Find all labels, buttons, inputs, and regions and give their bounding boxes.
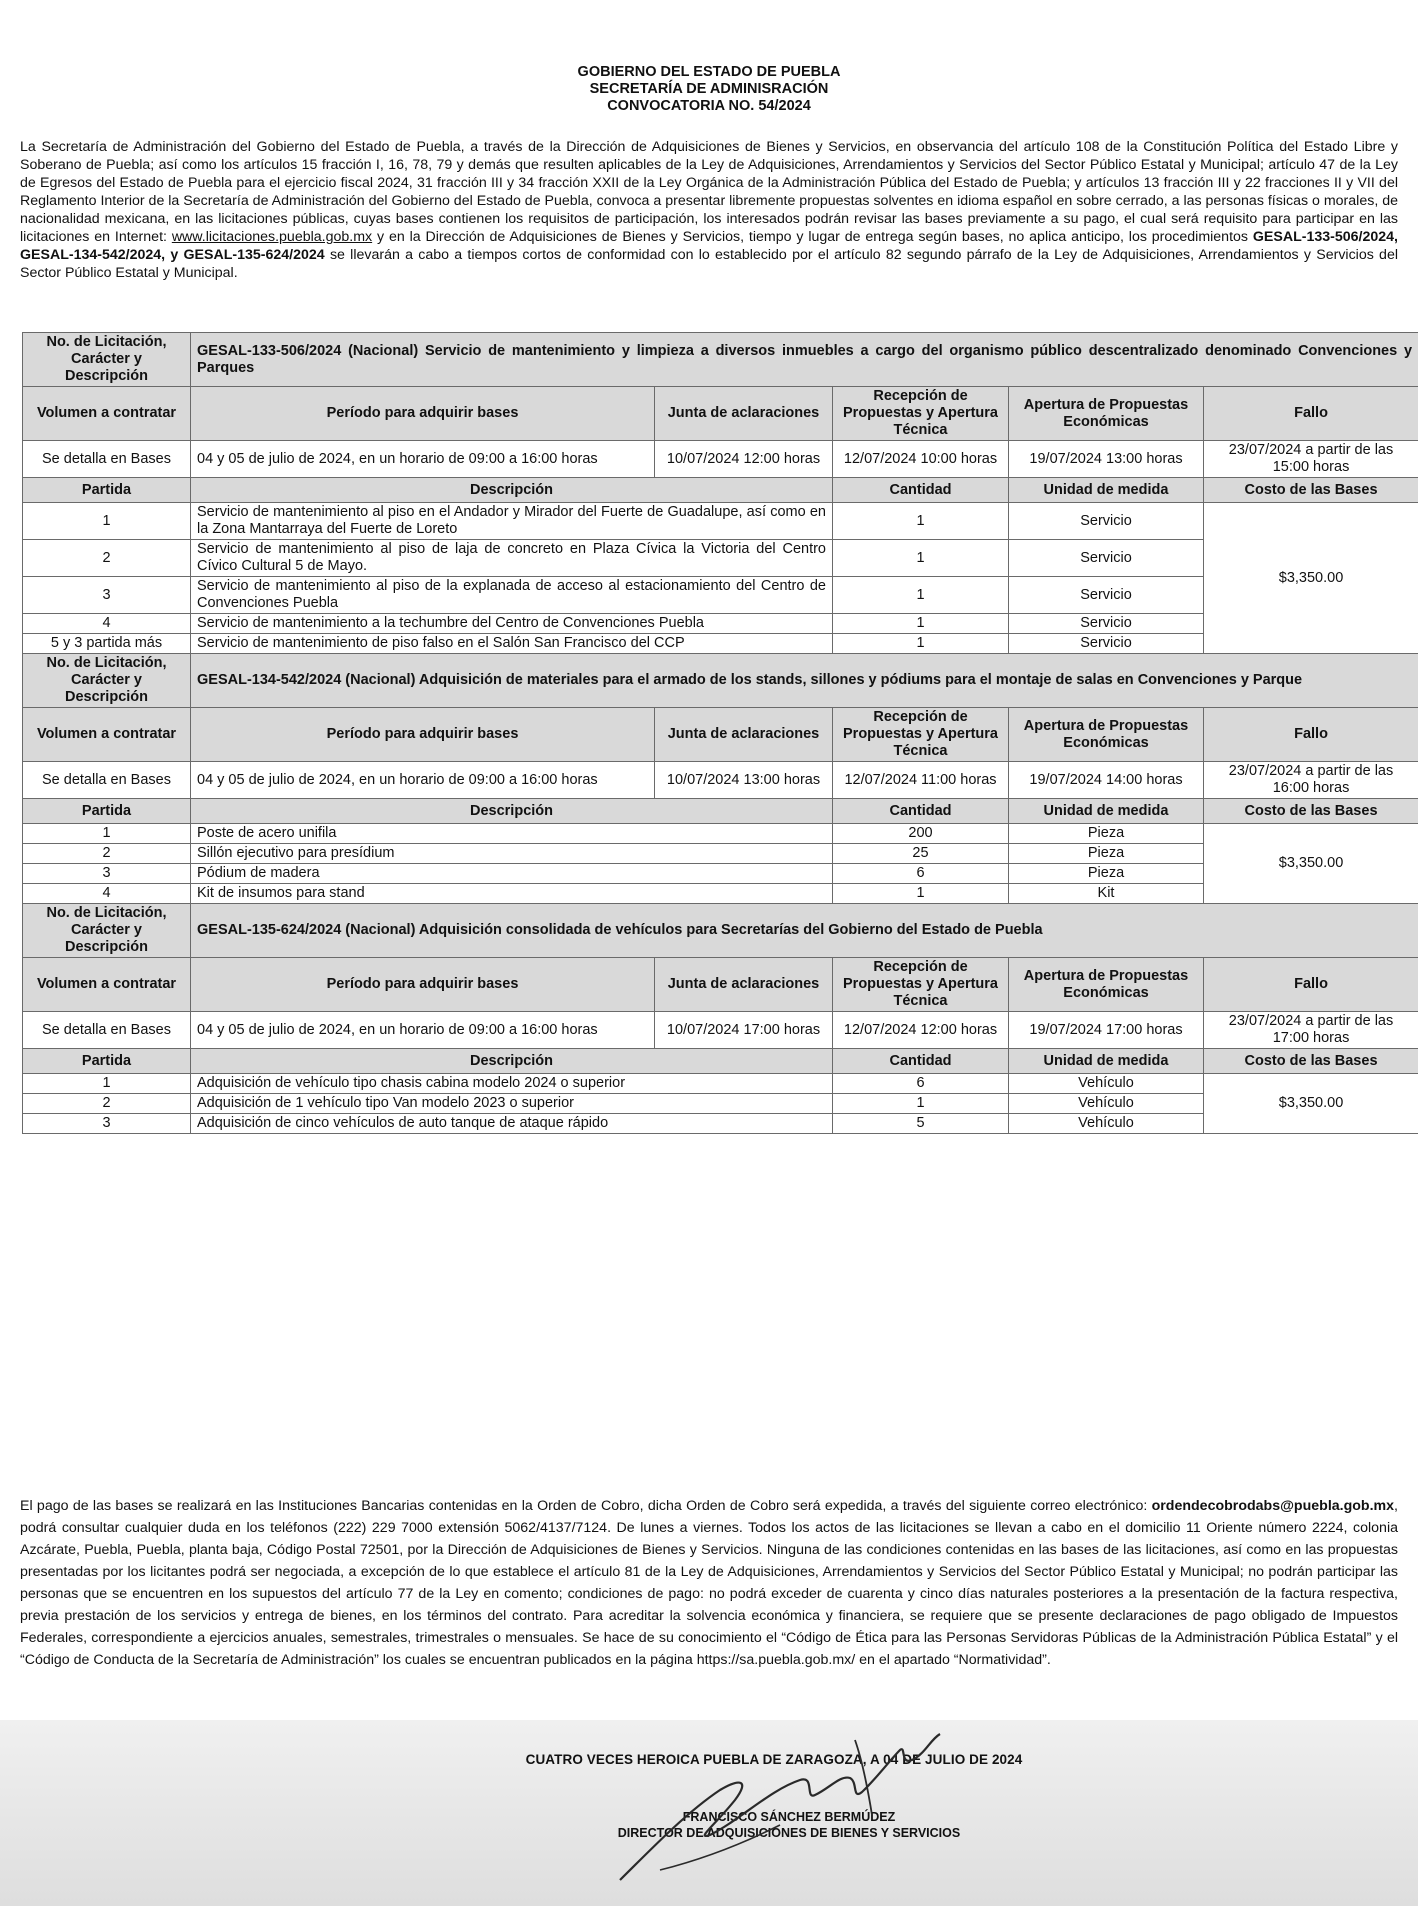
footer-text-2: , podrá consultar cualquier duda en los teléfonos (222) 229 7000 extensión 5062/4137/7124. De lunes a viernes. Todos los actos de las licitaciones se llevan a cabo en el domicilio 11 Oriente número 2224, colonia Azcárate, Puebla, Puebla, planta baja, Código Postal 72501, por la Dirección de Adquisiciones de Bienes y Servicios. Ninguna de las condiciones contenidas en las bases de las licitaciones, así como en las propuestas presentadas por los licitantes podrá ser negociada, a excepción de lo que establece el artículo 81 de la Ley de Adquisiciones, Arrendamientos y Servicios del Sector Público Estatal y Municipal; no podrán participar las personas que se encuentren en los supuestos del artículo 77 de la Ley en comento; condiciones de pago: no podrá exceder de cuarenta y cinco días naturales posteriores a la presentación de la factura respectiva, previa prestación de los servicios y entrega de bienes, en los términos del contrato. Para acreditar la solvencia económica y financiera, se requiere que se presente declaraciones de pago obligado de Impuestos Federales, correspondiente a ejercicios anuales, semestrales, trimestrales o mensuales. Se hace de su conocimiento el “Código de Ética para las Personas Servidoras Públicas de la Administración Pública Estatal” y el “Código de Conducta de la Secretaría de Administración” los cuales se encuentran publicados en la página https://sa.puebla.gob.mx/ en el apartado “Normatividad”. bbox=[20, 1498, 1398, 1668]
periodo-label: Período para adquirir bases bbox=[191, 958, 655, 1012]
partida-unit: Servicio bbox=[1009, 503, 1204, 540]
partida-number: 5 y 3 partida más bbox=[23, 634, 191, 654]
fallo-label: Fallo bbox=[1204, 387, 1418, 441]
partida-description: Servicio de mantenimiento de piso falso en el Salón San Francisco del CCP bbox=[191, 634, 833, 654]
partida-description: Kit de insumos para stand bbox=[191, 884, 833, 904]
volumen-value: Se detalla en Bases bbox=[23, 1012, 191, 1049]
licitacion-title-row bbox=[23, 333, 1418, 387]
signature-city-date: CUATRO VECES HEROICA PUEBLA DE ZARAGOZA, A 04 DE JULIO DE 2024 bbox=[525, 1752, 1023, 1767]
descripcion-label: Descripción bbox=[191, 799, 833, 824]
bases-cost: $3,350.00 bbox=[1204, 1074, 1418, 1134]
intro-text-3: se llevarán a cabo a tiempos cortos de conformidad con lo establecido por el artículo 82 segundo párrafo de la Ley de Adquisiciones, Arrendamientos y Servicios del Sector Público Estatal y Municipal. bbox=[20, 247, 1398, 281]
partida-number: 2 bbox=[23, 540, 191, 577]
periodo-value: 04 y 05 de julio de 2024, en un horario de 09:00 a 16:00 horas bbox=[191, 441, 655, 478]
junta-value: 10/07/2024 12:00 horas bbox=[655, 441, 833, 478]
intro-paragraph bbox=[20, 138, 1398, 282]
partida-description: Servicio de mantenimiento a la techumbre del Centro de Convenciones Puebla bbox=[191, 614, 833, 634]
costo-label: Costo de las Bases bbox=[1204, 478, 1418, 503]
partida-label: Partida bbox=[23, 1049, 191, 1074]
volumen-label: Volumen a contratar bbox=[23, 387, 191, 441]
licitacion-title-row bbox=[23, 654, 1418, 708]
recepcion-label: Recepción de Propuestas y Apertura Técnica bbox=[833, 958, 1009, 1012]
schedule-row bbox=[23, 1012, 1418, 1049]
no-licitacion-label: No. de Licitación, Carácter y Descripción bbox=[23, 333, 191, 387]
partida-quantity: 1 bbox=[833, 540, 1009, 577]
header-secretariat: SECRETARÍA DE ADMINISRACIÓN bbox=[589, 81, 829, 97]
bases-cost: $3,350.00 bbox=[1204, 824, 1418, 904]
partida-description: Adquisición de vehículo tipo chasis cabina modelo 2024 o superior bbox=[191, 1074, 833, 1094]
partida-description: Poste de acero unifila bbox=[191, 824, 833, 844]
junta-label: Junta de aclaraciones bbox=[655, 708, 833, 762]
partida-description: Servicio de mantenimiento al piso en el Andador y Mirador del Fuerte de Guadalupe, así como en la Zona Mantarraya del Fuerte de Loreto bbox=[191, 503, 833, 540]
partida-quantity: 1 bbox=[833, 614, 1009, 634]
partida-unit: Servicio bbox=[1009, 577, 1204, 614]
partida-unit: Vehículo bbox=[1009, 1114, 1204, 1134]
intro-text-2: y en la Dirección de Adquisiciones de Bienes y Servicios, tiempo y lugar de entrega según bases, no aplica anticipo, los procedimientos bbox=[372, 229, 1253, 245]
partida-quantity: 1 bbox=[833, 577, 1009, 614]
volumen-label: Volumen a contratar bbox=[23, 708, 191, 762]
costo-label: Costo de las Bases bbox=[1204, 1049, 1418, 1074]
junta-label: Junta de aclaraciones bbox=[655, 958, 833, 1012]
recepcion-value: 12/07/2024 11:00 horas bbox=[833, 762, 1009, 799]
licitaciones-link[interactable]: www.licitaciones.puebla.gob.mx bbox=[171, 229, 373, 245]
partida-quantity: 1 bbox=[833, 884, 1009, 904]
schedule-row bbox=[23, 441, 1418, 478]
costo-label: Costo de las Bases bbox=[1204, 799, 1418, 824]
partida-number: 4 bbox=[23, 614, 191, 634]
partida-quantity: 6 bbox=[833, 864, 1009, 884]
partida-quantity: 1 bbox=[833, 503, 1009, 540]
partida-row bbox=[23, 503, 1418, 540]
footer-text-1: El pago de las bases se realizará en las Instituciones Bancarias contenidas en la Orden de Cobro, dicha Orden de Cobro será expedida, a través del siguiente correo electrónico: bbox=[20, 1498, 1152, 1514]
partida-unit: Pieza bbox=[1009, 824, 1204, 844]
partidas-header-row bbox=[23, 478, 1418, 503]
partida-description: Adquisición de 1 vehículo tipo Van modelo 2023 o superior bbox=[191, 1094, 833, 1114]
junta-label: Junta de aclaraciones bbox=[655, 387, 833, 441]
fallo-label: Fallo bbox=[1204, 708, 1418, 762]
partida-unit: Servicio bbox=[1009, 614, 1204, 634]
partida-unit: Pieza bbox=[1009, 864, 1204, 884]
partida-quantity: 25 bbox=[833, 844, 1009, 864]
partida-description: Servicio de mantenimiento al piso de laja de concreto en Plaza Cívica la Victoria del Centro Cívico Cultural 5 de Mayo. bbox=[191, 540, 833, 577]
intro-text-1: La Secretaría de Administración del Gobierno del Estado de Puebla, a través de la Dirección de Adquisiciones de Bienes y Servicios, en observancia del artículo 108 de la Constitución Política del Estado Libre y Soberano de Puebla; así como los artículos 15 fracción I, 16, 78, 79 y demás que resulten aplicables de la Ley de Adquisiciones, Arrendamientos y Servicios del Sector Público Estatal y Municipal; artículo 47 de la Ley de Egresos del Estado de Puebla para el ejercicio fiscal 2024, 31 fracción III y 34 fracción XXII de la Ley Orgánica de la Administración Pública del Estado de Puebla; y artículos 13 fracción III y 22 fracciones II y VII del Reglamento Interior de la Secretaría de Administración del Gobierno del Estado de Puebla, convoca a presentar libremente propuestas solventes en idioma español en sobre cerrado, a las personas físicas o morales, de nacionalidad mexicana, en las licitaciones públicas, cuyas bases contienen los requisitos de participación, los interesados podrán revisar las bases previamente a su pago, el cual será requisito para participar en las licitaciones en Internet: bbox=[20, 139, 1398, 245]
partida-number: 1 bbox=[23, 1074, 191, 1094]
recepcion-label: Recepción de Propuestas y Apertura Técnica bbox=[833, 708, 1009, 762]
partida-unit: Kit bbox=[1009, 884, 1204, 904]
partida-number: 4 bbox=[23, 884, 191, 904]
volumen-value: Se detalla en Bases bbox=[23, 762, 191, 799]
volumen-label: Volumen a contratar bbox=[23, 958, 191, 1012]
partida-label: Partida bbox=[23, 799, 191, 824]
partida-description: Sillón ejecutivo para presídium bbox=[191, 844, 833, 864]
partida-quantity: 1 bbox=[833, 634, 1009, 654]
apertura-value: 19/07/2024 14:00 horas bbox=[1009, 762, 1204, 799]
licitaciones-table bbox=[22, 332, 1418, 1134]
fallo-value: 23/07/2024 a partir de las 17:00 horas bbox=[1204, 1012, 1418, 1049]
signer-name: FRANCISCO SÁNCHEZ BERMÚDEZ bbox=[682, 1810, 896, 1824]
cantidad-label: Cantidad bbox=[833, 1049, 1009, 1074]
licitacion-title: GESAL-133-506/2024 (Nacional) Servicio de mantenimiento y limpieza a diversos inmuebles a cargo del organismo público descentralizado denominado Convenciones y Parques bbox=[191, 333, 1418, 387]
partida-unit: Vehículo bbox=[1009, 1074, 1204, 1094]
schedule-row bbox=[23, 762, 1418, 799]
volumen-value: Se detalla en Bases bbox=[23, 441, 191, 478]
cantidad-label: Cantidad bbox=[833, 799, 1009, 824]
cantidad-label: Cantidad bbox=[833, 478, 1009, 503]
partida-quantity: 1 bbox=[833, 1094, 1009, 1114]
junta-value: 10/07/2024 13:00 horas bbox=[655, 762, 833, 799]
unidad-label: Unidad de medida bbox=[1009, 1049, 1204, 1074]
document-header bbox=[0, 64, 1418, 115]
apertura-label: Apertura de Propuestas Económicas bbox=[1009, 387, 1204, 441]
no-licitacion-label: No. de Licitación, Carácter y Descripción bbox=[23, 904, 191, 958]
bases-cost: $3,350.00 bbox=[1204, 503, 1418, 654]
descripcion-label: Descripción bbox=[191, 1049, 833, 1074]
partida-number: 3 bbox=[23, 577, 191, 614]
periodo-value: 04 y 05 de julio de 2024, en un horario de 09:00 a 16:00 horas bbox=[191, 762, 655, 799]
footer-paragraph bbox=[20, 1495, 1398, 1671]
recepcion-value: 12/07/2024 10:00 horas bbox=[833, 441, 1009, 478]
partida-unit: Servicio bbox=[1009, 634, 1204, 654]
partida-number: 1 bbox=[23, 824, 191, 844]
partida-row bbox=[23, 1074, 1418, 1094]
unidad-label: Unidad de medida bbox=[1009, 478, 1204, 503]
partida-quantity: 5 bbox=[833, 1114, 1009, 1134]
recepcion-value: 12/07/2024 12:00 horas bbox=[833, 1012, 1009, 1049]
partidas-header-row bbox=[23, 1049, 1418, 1074]
fallo-label: Fallo bbox=[1204, 958, 1418, 1012]
partida-quantity: 6 bbox=[833, 1074, 1009, 1094]
partidas-header-row bbox=[23, 799, 1418, 824]
partida-description: Adquisición de cinco vehículos de auto tanque de ataque rápido bbox=[191, 1114, 833, 1134]
partida-description: Servicio de mantenimiento al piso de la explanada de acceso al estacionamiento del Centro de Convenciones Puebla bbox=[191, 577, 833, 614]
schedule-header-row bbox=[23, 708, 1418, 762]
intro-codes: GESAL-133-506/2024, GESAL-134-542/2024, y GESAL-135-624/2024 bbox=[20, 229, 1398, 263]
apertura-value: 19/07/2024 13:00 horas bbox=[1009, 441, 1204, 478]
fallo-value: 23/07/2024 a partir de las 16:00 horas bbox=[1204, 762, 1418, 799]
handwritten-signature bbox=[600, 1720, 960, 1890]
licitacion-title: GESAL-135-624/2024 (Nacional) Adquisición consolidada de vehículos para Secretarías del Gobierno del Estado de Puebla bbox=[191, 904, 1418, 958]
licitacion-title: GESAL-134-542/2024 (Nacional) Adquisición de materiales para el armado de los stands, sillones y pódiums para el montaje de salas en Convenciones y Parque bbox=[191, 654, 1418, 708]
unidad-label: Unidad de medida bbox=[1009, 799, 1204, 824]
partida-number: 3 bbox=[23, 1114, 191, 1134]
schedule-header-row bbox=[23, 387, 1418, 441]
header-convocatoria: CONVOCATORIA NO. 54/2024 bbox=[607, 98, 811, 114]
payment-email[interactable]: ordendecobrodabs@puebla.gob.mx bbox=[1151, 1498, 1395, 1514]
partida-number: 1 bbox=[23, 503, 191, 540]
partida-label: Partida bbox=[23, 478, 191, 503]
periodo-value: 04 y 05 de julio de 2024, en un horario de 09:00 a 16:00 horas bbox=[191, 1012, 655, 1049]
fallo-value: 23/07/2024 a partir de las 15:00 horas bbox=[1204, 441, 1418, 478]
licitacion-title-row bbox=[23, 904, 1418, 958]
partida-row bbox=[23, 824, 1418, 844]
partida-number: 3 bbox=[23, 864, 191, 884]
partida-number: 2 bbox=[23, 844, 191, 864]
no-licitacion-label: No. de Licitación, Carácter y Descripción bbox=[23, 654, 191, 708]
apertura-value: 19/07/2024 17:00 horas bbox=[1009, 1012, 1204, 1049]
partida-number: 2 bbox=[23, 1094, 191, 1114]
junta-value: 10/07/2024 17:00 horas bbox=[655, 1012, 833, 1049]
periodo-label: Período para adquirir bases bbox=[191, 387, 655, 441]
partida-unit: Servicio bbox=[1009, 540, 1204, 577]
partida-unit: Vehículo bbox=[1009, 1094, 1204, 1114]
periodo-label: Período para adquirir bases bbox=[191, 708, 655, 762]
schedule-header-row bbox=[23, 958, 1418, 1012]
header-government: GOBIERNO DEL ESTADO DE PUEBLA bbox=[577, 64, 841, 80]
apertura-label: Apertura de Propuestas Económicas bbox=[1009, 708, 1204, 762]
descripcion-label: Descripción bbox=[191, 478, 833, 503]
partida-unit: Pieza bbox=[1009, 844, 1204, 864]
recepcion-label: Recepción de Propuestas y Apertura Técnica bbox=[833, 387, 1009, 441]
signer-title: DIRECTOR DE ADQUISICIONES DE BIENES Y SERVICIOS bbox=[617, 1826, 961, 1840]
partida-description: Pódium de madera bbox=[191, 864, 833, 884]
partida-quantity: 200 bbox=[833, 824, 1009, 844]
apertura-label: Apertura de Propuestas Económicas bbox=[1009, 958, 1204, 1012]
